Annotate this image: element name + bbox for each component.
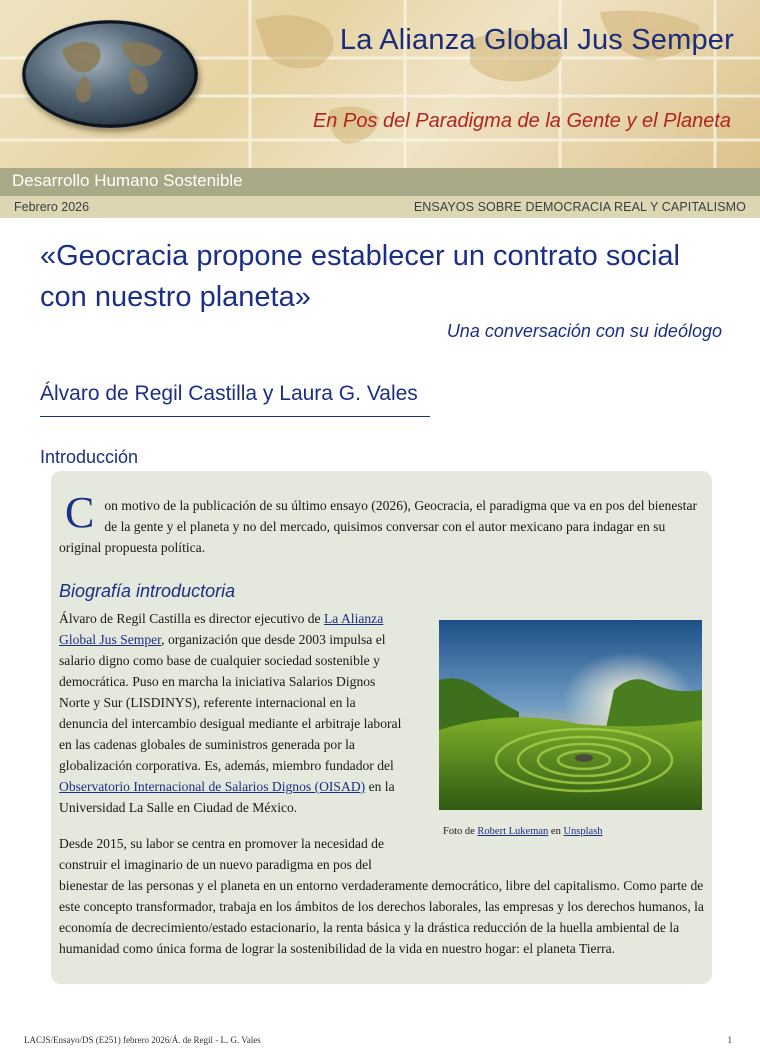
bio-heading: Biografía introductoria [59,581,236,601]
site-tagline: En Pos del Paradigma de la Gente y el Planeta [312,110,731,132]
article-authors: Álvaro de Regil Castilla y Laura G. Vales [40,382,418,405]
photographer-link[interactable]: Robert Lukeman [477,826,549,837]
section-label: Desarrollo Humano Sostenible [12,171,243,190]
landscape-photo [439,620,702,810]
unsplash-link[interactable]: Unsplash [563,826,603,837]
globe-logo [22,20,198,128]
intro-text: on motivo de la publicación de su último ensayo (2026), Geocracia, el paradigma que va en pos del bienestar de la gente y el planeta y no del mercado, quisimos conversar con el autor mexicano para indagar en su original propuesta política. [59,498,698,555]
article-subtitle: Una conversación con su ideólogo [446,321,722,341]
footer-reference: LACJS/Ensayo/DS (E251) febrero 2026/Á. de Regil - L. G. Vales [24,1035,261,1045]
bio-paragraph-2-end: bienestar de las personas y el planeta en un entorno verdaderamente democrático, libre del capitalismo. Como parte de este concepto transformador, trabaja en los ámbitos de los derechos laborales, las empresas y los derechos humanos, la economía de decrecimiento/estado estacionario, la renta básica y la drástica reducción de la huella ambiental de la humanidad como única forma de lograr la sostenibilidad de la vida en nuestro hogar: el planeta Tierra. [59,878,704,956]
drop-cap: C [65,488,95,537]
section-bar [0,168,760,196]
jus-semper-link[interactable]: La Alianza Global Jus Semper [59,611,384,647]
intro-heading: Introducción [40,447,139,467]
bio-text-a: Álvaro de Regil Castilla es director ejecutivo de [59,611,324,626]
header-banner [0,0,760,168]
article-title: «Geocracia propone establecer un contrato social con nuestro planeta» [40,240,680,313]
bio-text-b: , organización que desde 2003 impulsa el salario digno como base de cualquier sociedad sostenible y democrática. Puso en marcha la iniciativa Salarios Dignos Norte y Sur (LISDINYS), referente internacional en la denuncia del intercambio desigual mediante el arbitraje laboral en las cadenas globales de suministros generada por la globalización corporativa. Es, además, miembro fundador del [59,632,402,773]
oisad-link[interactable]: Observatorio Internacional de Salarios Dignos (OISAD) [59,779,366,794]
photo-caption [443,826,603,837]
series-label: ENSAYOS SOBRE DEMOCRACIA REAL Y CAPITALISMO [413,200,746,214]
publication-date: Febrero 2026 [14,200,90,214]
caption-prefix: Foto de [443,826,478,837]
bio-text-c: en la Universidad La Salle en Ciudad de México. [59,779,395,815]
intro-paragraph [59,488,699,558]
content-box [51,471,712,984]
meta-bar [0,196,760,218]
bio-paragraph-1 [59,608,404,818]
page-number: 1 [727,1035,732,1045]
author-divider [40,416,430,417]
bio-paragraph-2-start: Desde 2015, su labor se centra en promover la necesidad de construir el imaginario de un nuevo paradigma en pos del [59,836,384,872]
site-title: La Alianza Global Jus Semper [339,24,734,56]
caption-mid: en [548,826,564,837]
